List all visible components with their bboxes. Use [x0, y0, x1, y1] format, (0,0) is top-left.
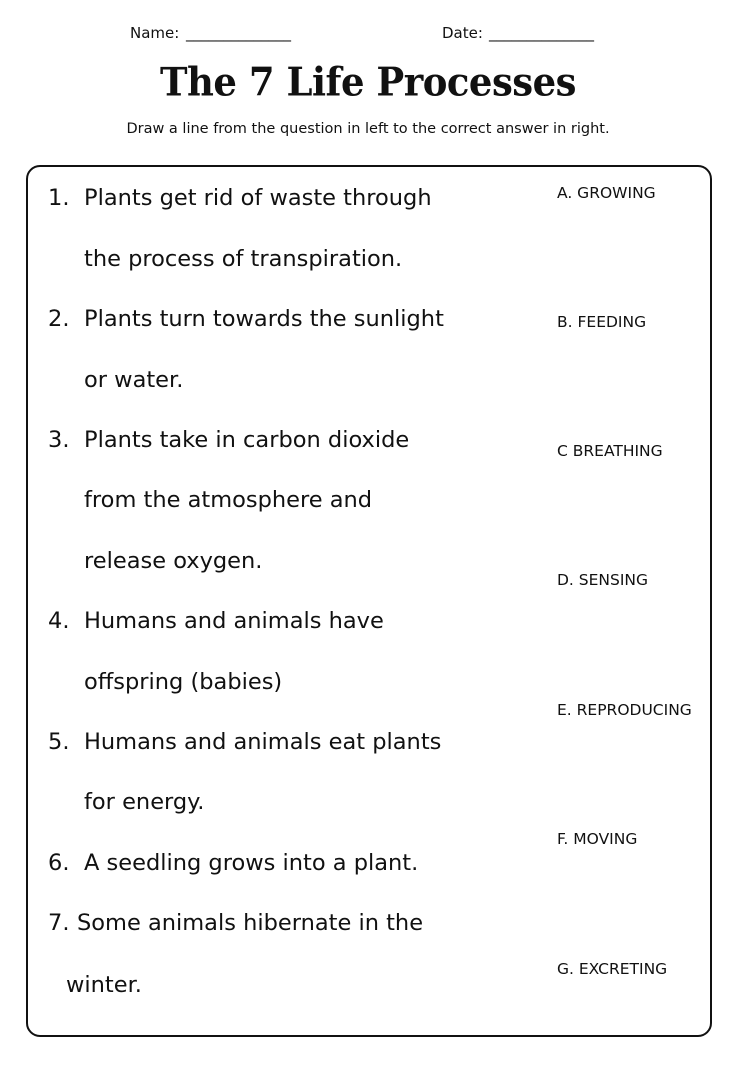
answer-item: D. SENSING	[557, 571, 649, 589]
question-line: for energy.	[84, 789, 205, 815]
question-line: Humans and animals have	[84, 608, 384, 634]
question-line: release oxygen.	[84, 548, 263, 574]
question-line: from the atmosphere and	[84, 487, 373, 513]
answer-item: E. REPRODUCING	[557, 701, 692, 719]
question-line: Humans and animals eat plants	[84, 729, 442, 755]
question-line: A seedling grows into a plant.	[84, 850, 419, 876]
question-line: the process of transpiration.	[84, 246, 403, 272]
date-field[interactable]: ______________	[489, 24, 594, 42]
instructions: Draw a line from the question in left to the correct answer in right.	[126, 121, 610, 137]
question-line: offspring (babies)	[84, 669, 283, 695]
page-title: The 7 Life Processes	[160, 58, 576, 106]
matching-box	[26, 165, 712, 1037]
question-line: Plants turn towards the sunlight	[84, 306, 444, 332]
question-line: Some animals hibernate in the	[77, 910, 424, 936]
answer-item: B. FEEDING	[557, 313, 647, 331]
question-number: 3.	[48, 427, 70, 453]
question-number: 2.	[48, 306, 70, 332]
question-number: 6.	[48, 850, 70, 876]
question-line: winter.	[66, 972, 142, 998]
question-number: 4.	[48, 608, 70, 634]
question-line: Plants get rid of waste through	[84, 185, 432, 211]
answer-item: G. EXCRETING	[557, 960, 668, 978]
name-field[interactable]: ______________	[186, 24, 291, 42]
date-label: Date:	[442, 24, 483, 42]
name-label: Name:	[130, 24, 180, 42]
question-line: Plants take in carbon dioxide	[84, 427, 410, 453]
question-number: 7.	[48, 910, 70, 936]
question-line: or water.	[84, 367, 184, 393]
question-number: 1.	[48, 185, 70, 211]
answer-item: C BREATHING	[557, 442, 663, 460]
question-number: 5.	[48, 729, 70, 755]
answer-item: A. GROWING	[557, 184, 656, 202]
answer-item: F. MOVING	[557, 830, 638, 848]
